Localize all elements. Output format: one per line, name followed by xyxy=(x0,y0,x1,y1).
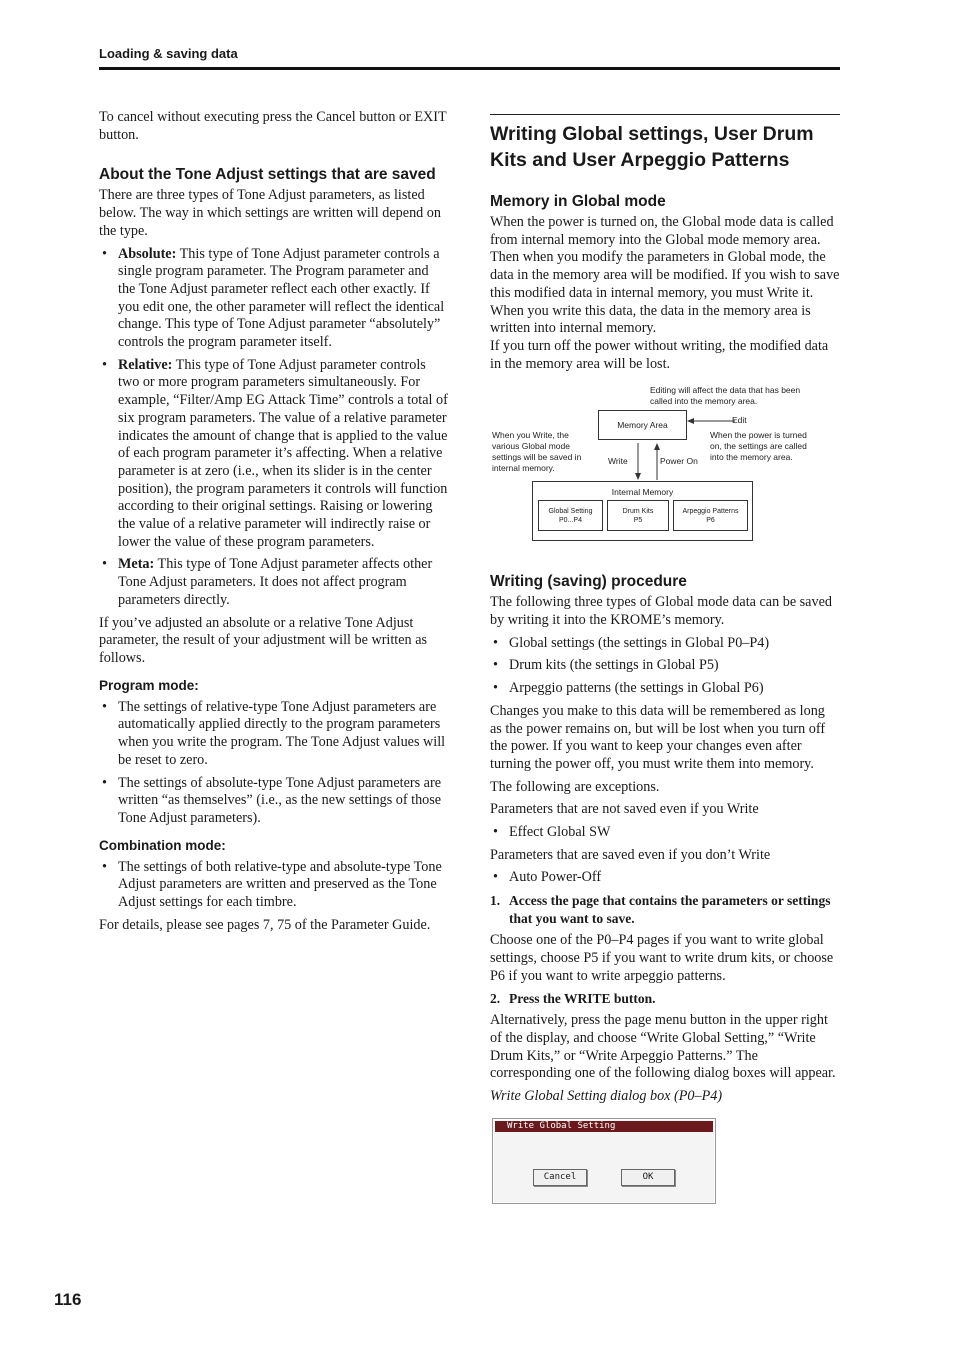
memory-paragraph-3: If you turn off the power without writing, the modified data in the memory area will be lost. xyxy=(490,337,829,372)
step-text: Press the WRITE button. xyxy=(509,991,656,1007)
global-setting-box xyxy=(538,500,603,531)
memory-diagram xyxy=(490,383,840,573)
combination-mode-heading: Combination mode: xyxy=(99,837,226,853)
type-text: This type of Tone Adjust parameter affects other Tone Adjust parameters. It does not affect program parameters directly. xyxy=(118,556,433,608)
arpeggio-patterns-box xyxy=(673,500,748,531)
list-item: • Drum kits (the settings in Global P5) xyxy=(490,657,840,675)
box-label: P0...P4 xyxy=(559,516,582,524)
program-mode-list xyxy=(99,699,449,828)
tone-adjust-intro: There are three types of Tone Adjust parameters, as listed below. The way in which settings are written will depend on the type. xyxy=(99,187,441,239)
details-text: For details, please see pages 7, 75 of the Parameter Guide. xyxy=(99,916,431,933)
right-column xyxy=(490,114,840,1204)
program-mode-heading: Program mode: xyxy=(99,677,199,693)
drum-kits-box xyxy=(607,500,669,531)
box-label: P6 xyxy=(706,516,715,524)
type-term: Relative: xyxy=(118,356,173,373)
exceptions-text: The following are exceptions. xyxy=(490,778,660,795)
list-item: • Auto Power-Off xyxy=(490,869,840,887)
box-label: Global Setting xyxy=(548,507,593,515)
step-1 xyxy=(490,892,840,928)
running-head: Loading & saving data xyxy=(99,46,238,61)
list-item: • The settings of absolute-type Tone Adjust parameters are written “as themselves” (i.e., as the new settings of those Tone Adjust parameters). xyxy=(99,775,449,828)
list-item: • The settings of relative-type Tone Adjust parameters are automatically applied directly to the program parameters when you write the program. The Tone Adjust values will be reset to zero. xyxy=(99,699,449,770)
memory-heading: Memory in Global mode xyxy=(490,193,666,210)
write-label: Write xyxy=(608,456,628,467)
section-rule xyxy=(490,114,840,115)
changes-text: Changes you make to this data will be remembered as long as the power remains on, but will be lost when you turn off the power. If you want to keep your changes even after turning the power off, you must write them into memory. xyxy=(490,702,826,772)
memory-paragraph-1: When the power is turned on, the Global mode data is called from internal memory into the Global mode memory area. Then when you modify the parameters in Global mode, the data in the memory area will be modified. If you wish to save this modified data in internal memory, you must Write it. xyxy=(490,214,840,301)
page-number: 116 xyxy=(54,1290,82,1309)
box-label: P5 xyxy=(633,516,643,524)
not-saved-label: Parameters that are not saved even if you Write xyxy=(490,801,759,818)
list-item: • Arpeggio patterns (the settings in Global P6) xyxy=(490,680,840,698)
tone-adjust-types-list xyxy=(99,246,449,610)
ok-button[interactable]: OK xyxy=(621,1169,675,1186)
list-item xyxy=(99,246,449,352)
saved-label: Parameters that are saved even if you don’t Write xyxy=(490,846,771,863)
memory-area-label: Memory Area xyxy=(617,419,668,430)
list-item: • The settings of both relative-type and absolute-type Tone Adjust parameters are written and preserved as the Tone Adjust settings for each timbre. xyxy=(99,859,449,912)
write-global-setting-dialog xyxy=(492,1118,716,1204)
diagram-note-top: Editing will affect the data that has been called into the memory area. xyxy=(650,385,801,407)
list-item xyxy=(99,556,449,609)
diagram-note-right: When the power is turned on, the settings are called into the memory area. xyxy=(710,430,807,463)
step-1-body: Choose one of the P0–P4 pages if you want to write global settings, choose P5 if you want to write drum kits, or choose P6 if you want to write arpeggio patterns. xyxy=(490,932,834,984)
section-heading: Writing Global settings, User Drum Kits and User Arpeggio Patterns xyxy=(490,123,814,171)
power-on-label: Power On xyxy=(660,456,698,467)
step-number: 2. xyxy=(490,991,501,1007)
memory-paragraph-2: When you write this data, the data in the memory area is written into internal memory. xyxy=(490,302,811,337)
list-item xyxy=(99,357,449,552)
writing-list xyxy=(490,635,840,698)
tone-adjust-heading: About the Tone Adjust settings that are saved xyxy=(99,166,436,184)
type-text: This type of Tone Adjust parameter controls a single program parameter. The Program parameter and the Tone Adjust parameter reflect each other exactly. If you edit one, the other parameter will reflect the identical change. This type of Tone Adjust parameter “absolutely” controls the program parameter itself. xyxy=(118,245,445,351)
combination-mode-list xyxy=(99,859,449,912)
left-column xyxy=(99,109,449,939)
box-label: Arpeggio Patterns xyxy=(682,507,739,515)
step-2-body: Alternatively, press the page menu button in the upper right of the display, and choose “Write Global Setting,” “Write Drum Kits,” or “Write Arpeggio Patterns.” The corresponding one of the following dialog boxes will appear. xyxy=(490,1012,836,1082)
dialog-title: Write Global Setting xyxy=(495,1121,713,1132)
writing-intro: The following three types of Global mode data can be saved by writing it into the KROME’s memory. xyxy=(490,594,832,629)
adjusted-text: If you’ve adjusted an absolute or a relative Tone Adjust parameter, the result of your adjustment will be written as follows. xyxy=(99,614,428,666)
cancel-button[interactable]: Cancel xyxy=(533,1169,587,1186)
memory-area-box xyxy=(598,410,687,440)
step-number: 1. xyxy=(490,893,501,909)
type-text: This type of Tone Adjust parameter controls two or more program parameters simultaneously. For example, “Filter/Amp EG Attack Time” controls a total of six program parameters. The value of a relative parameter indicates the amount of change that is applied to the value of each program parameter it’s affecting. When a relative parameter is at zero (i.e., when its slider is in the center position), the program parameters it controls will function according to their original settings. Raising or lowering the value of a relative parameter will indirectly raise or lower the value of these program parameters. xyxy=(118,356,448,550)
internal-memory-label: Internal Memory xyxy=(611,487,674,498)
saved-list xyxy=(490,869,840,887)
dialog-caption: Write Global Setting dialog box (P0–P4) xyxy=(490,1088,723,1105)
cancel-intro: To cancel without executing press the Cancel button or EXIT button. xyxy=(99,109,447,143)
type-term: Absolute: xyxy=(118,245,177,262)
box-label: Drum Kits xyxy=(622,507,654,515)
edit-label: Edit xyxy=(732,415,747,426)
step-text: Access the page that contains the parameters or settings that you want to save. xyxy=(509,893,831,927)
diagram-note-left: When you Write, the various Global mode settings will be saved in internal memory. xyxy=(492,430,582,474)
step-2 xyxy=(490,990,840,1008)
writing-heading: Writing (saving) procedure xyxy=(490,573,687,591)
list-item: • Effect Global SW xyxy=(490,824,840,842)
header-rule xyxy=(99,67,840,70)
not-saved-list xyxy=(490,824,840,842)
list-item: • Global settings (the settings in Global P0–P4) xyxy=(490,635,840,653)
type-term: Meta: xyxy=(118,556,155,573)
